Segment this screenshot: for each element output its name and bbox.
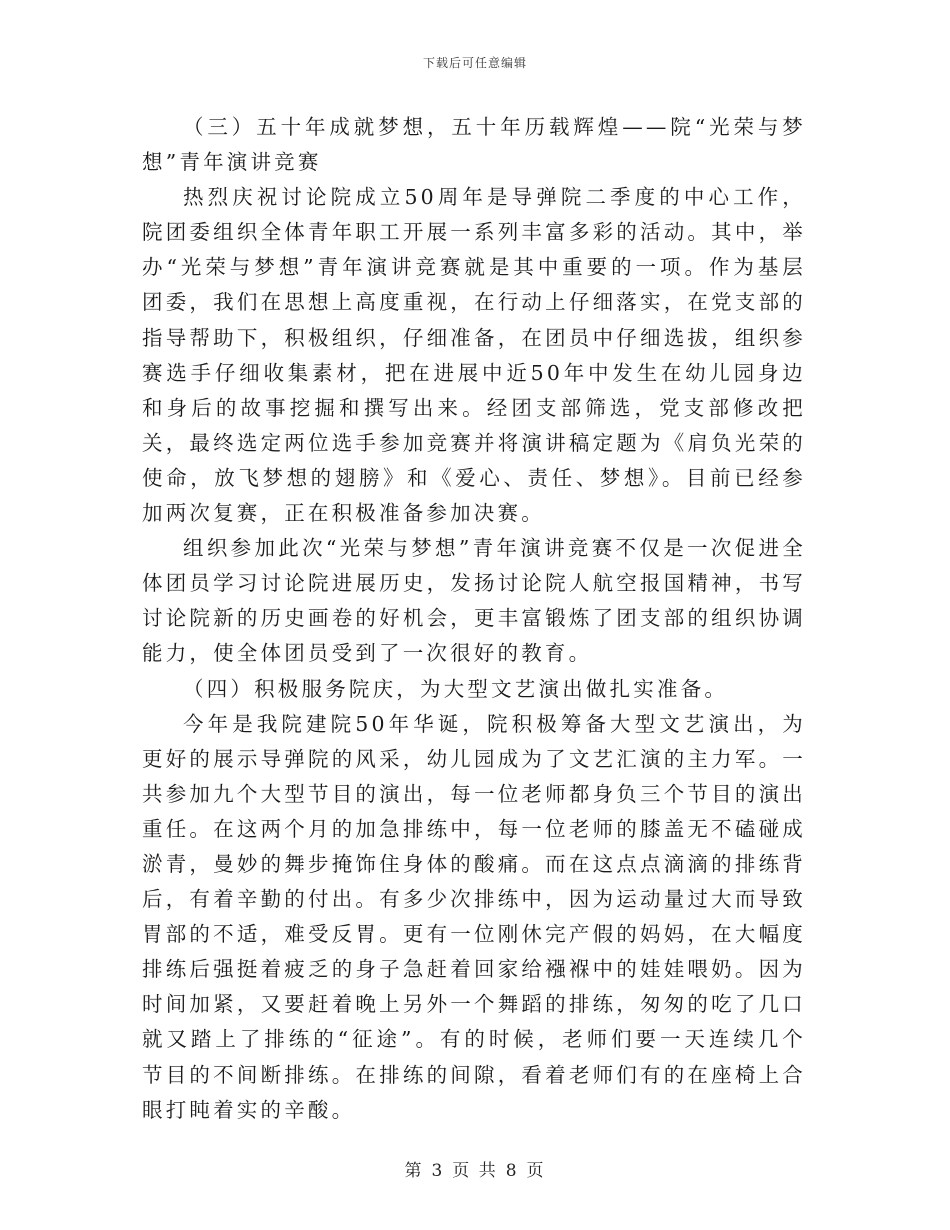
- section-heading-three: （三）五十年成就梦想，五十年历载辉煌——院“光荣与梦想”青年演讲竞赛: [142, 115, 806, 175]
- footer-middle: 页 共: [452, 1161, 498, 1181]
- current-page-number: 3: [431, 1161, 445, 1181]
- total-page-number: 8: [505, 1161, 519, 1181]
- footer-prefix: 第: [404, 1161, 424, 1181]
- page-header: 下载后可任意编辑: [422, 56, 527, 70]
- section-heading-four: （四）积极服务院庆，为大型文艺演出做扎实准备。: [183, 676, 729, 701]
- paragraph: 今年是我院建院50年华诞，院积极筹备大型文艺演出，为更好的展示导弹院的风采，幼儿园成为了文艺汇演的主力军。一共参加九个大型节目的演出，每一位老师都身负三个节目的演出重任。在这两个月的加急排练中，每一位老师的膝盖无不磕碰成淤青，曼妙的舞步掩饰住身体的酸痛。而在这点点滴滴的排练背后，有着辛勤的付出。有多少次排练中，因为运动量过大而导致胃部的不适，难受反胃。更有一位刚休完产假的妈妈，在大幅度排练后强挺着疲乏的身子急赶着回家给襁褓中的娃娃喂奶。因为时间加紧，又要赶着晚上另外一个舞蹈的排练，匆匆的吃了几口就又踏上了排练的“征途”。有的时候，老师们要一天连续几个节目的不间断排练。在排练的间隙，看着老师们有的在座椅上合眼打盹着实的辛酸。: [142, 711, 806, 1122]
- page-footer: [0, 1156, 950, 1181]
- paragraph: 热烈庆祝讨论院成立50周年是导弹院二季度的中心工作，院团委组织全体青年职工开展一系列丰富多彩的活动。其中，举办“光荣与梦想”青年演讲竞赛就是其中重要的一项。作为基层团委，我们在思想上高度重视，在行动上仔细落实，在党支部的指导帮助下，积极组织，仔细准备，在团员中仔细选拔，组织参赛选手仔细收集素材，把在进展中近50年中发生在幼儿园身边和身后的故事挖掘和撰写出来。经团支部筛选，党支部修改把关，最终选定两位选手参加竞赛并将演讲稿定题为《肩负光荣的使命，放飞梦想的翅膀》和《爱心、责任、梦想》。目前已经参加两次复赛，正在积极准备参加决赛。: [142, 185, 806, 526]
- footer-suffix: 页: [526, 1161, 546, 1181]
- paragraph: 组织参加此次“光荣与梦想”青年演讲竞赛不仅是一次促进全体团员学习讨论院进展历史，发扬讨论院人航空报国精神，书写讨论院新的历史画卷的好机会，更丰富锻炼了团支部的组织协调能力，使全体团员受到了一次很好的教育。: [142, 536, 806, 666]
- document-body: [142, 110, 806, 1128]
